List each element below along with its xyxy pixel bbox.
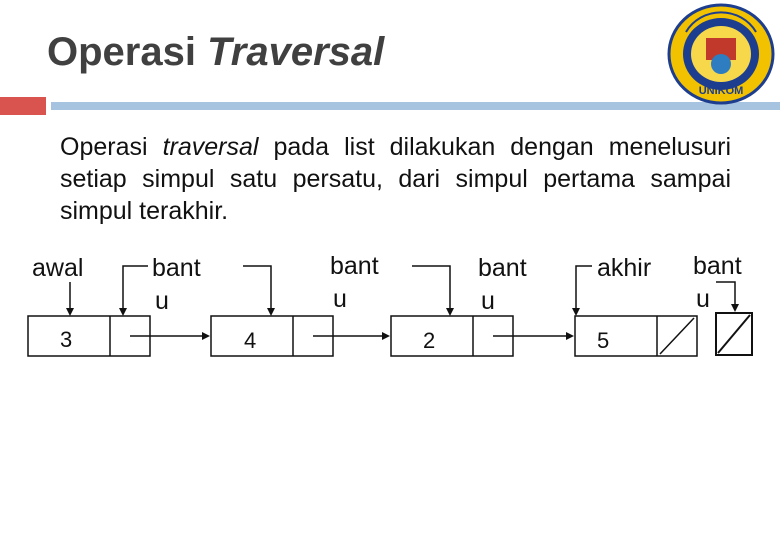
title-plain: Operasi bbox=[47, 30, 196, 74]
pointer-label: awal bbox=[32, 254, 84, 282]
pointer-label: u bbox=[696, 285, 710, 313]
paragraph-start: Operasi bbox=[60, 133, 148, 161]
logo-brand-text: UNIKOM bbox=[698, 85, 744, 97]
node-value: 4 bbox=[244, 328, 257, 353]
pointer-arrow-bantu-2 bbox=[243, 266, 271, 314]
title-italic: Traversal bbox=[207, 30, 385, 74]
paragraph-rest: pada list dilakukan dengan menelusuri setiap simpul satu persatu, dari simpul pertama sampai simpul terakhir. bbox=[60, 133, 731, 225]
pointer-label: u bbox=[155, 287, 169, 315]
pointer-label: bant bbox=[478, 254, 527, 282]
pointer-arrow-bantu-3 bbox=[412, 266, 450, 314]
null-box-slash bbox=[718, 315, 750, 353]
node-box bbox=[575, 316, 697, 356]
node-value: 5 bbox=[597, 328, 610, 353]
null-slash bbox=[660, 318, 694, 354]
pointer-label: bant bbox=[330, 252, 379, 280]
pointer-arrow-bantu-4 bbox=[716, 282, 735, 310]
paragraph-emphasis: traversal bbox=[162, 133, 259, 161]
pointer-arrow-akhir bbox=[576, 266, 592, 314]
pointer-label: bant bbox=[152, 254, 201, 282]
pointer-arrow-bantu-1 bbox=[123, 266, 148, 314]
pointer-label: bant bbox=[693, 252, 742, 280]
node-value: 3 bbox=[60, 327, 73, 352]
pointer-label: u bbox=[481, 287, 495, 315]
pointer-label: akhir bbox=[597, 254, 652, 282]
pointer-label: u bbox=[333, 285, 347, 313]
node-value: 2 bbox=[423, 328, 436, 353]
